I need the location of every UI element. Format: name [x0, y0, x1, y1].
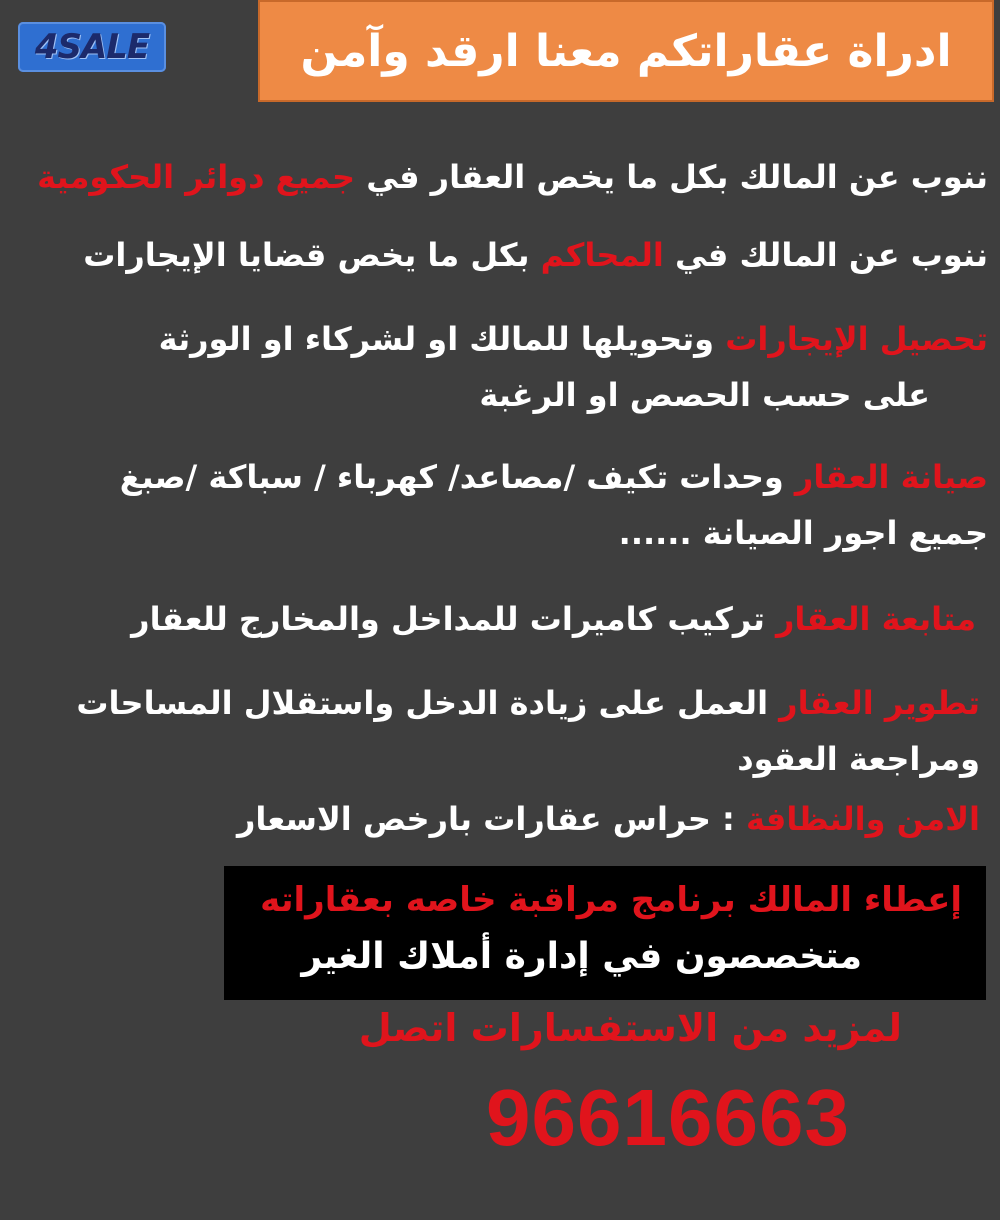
service-text: ننوب عن المالك في [663, 236, 988, 274]
service-line-security [237, 800, 980, 838]
header-title: ادراة عقاراتكم معنا ارقد وآمن [300, 25, 952, 77]
service-highlight: متابعة العقار [775, 600, 976, 638]
info-box-line-2: متخصصون في إدارة أملاك الغير [301, 936, 862, 977]
service-text: على حسب الحصص او الرغبة [479, 376, 930, 414]
service-text: ننوب عن المالك بكل ما يخص العقار في [355, 158, 988, 196]
brand-logo-text: 4SALE [34, 27, 150, 67]
service-highlight: الامن والنظافة [745, 800, 980, 838]
service-line-courts [83, 236, 988, 274]
service-line-development-cont [737, 740, 980, 778]
service-text: العمل على زيادة الدخل واستقلال المساحات [76, 684, 780, 722]
service-line-maintenance-cont [619, 514, 988, 552]
service-text: ومراجعة العقود [737, 740, 980, 778]
service-line-monitoring [131, 600, 976, 638]
service-highlight: المحاكم [540, 236, 664, 274]
service-highlight: تحصيل الإيجارات [725, 320, 988, 358]
service-line-government [37, 158, 988, 196]
service-line-maintenance [120, 458, 988, 496]
service-text: تركيب كاميرات للمداخل والمخارج للعقار [131, 600, 776, 638]
service-line-rent-collection [159, 320, 988, 358]
service-text: وحدات تكيف /مصاعد/ كهرباء / سباكة /صبغ [119, 458, 795, 496]
service-line-development [76, 684, 980, 722]
info-box-line-1: إعطاء المالك برنامج مراقبة خاصه بعقاراته [260, 880, 962, 920]
phone-number[interactable]: 96616663 [486, 1073, 850, 1162]
service-highlight: جميع دوائر الحكومية [37, 158, 356, 196]
service-highlight: صيانة العقار [794, 458, 988, 496]
service-text: جميع اجور الصيانة ...... [618, 514, 988, 552]
service-text: بكل ما يخص قضايا الإيجارات [83, 236, 541, 274]
info-box [224, 866, 986, 1000]
header-banner [258, 0, 994, 102]
service-highlight: تطوير العقار [779, 684, 980, 722]
brand-logo [18, 22, 166, 72]
service-line-rent-collection-cont [479, 376, 930, 414]
service-text: : حراس عقارات بارخص الاسعار [236, 800, 746, 838]
service-text: وتحويلها للمالك او لشركاء او الورثة [158, 320, 726, 358]
contact-label: لمزيد من الاستفسارات اتصل [358, 1006, 902, 1050]
